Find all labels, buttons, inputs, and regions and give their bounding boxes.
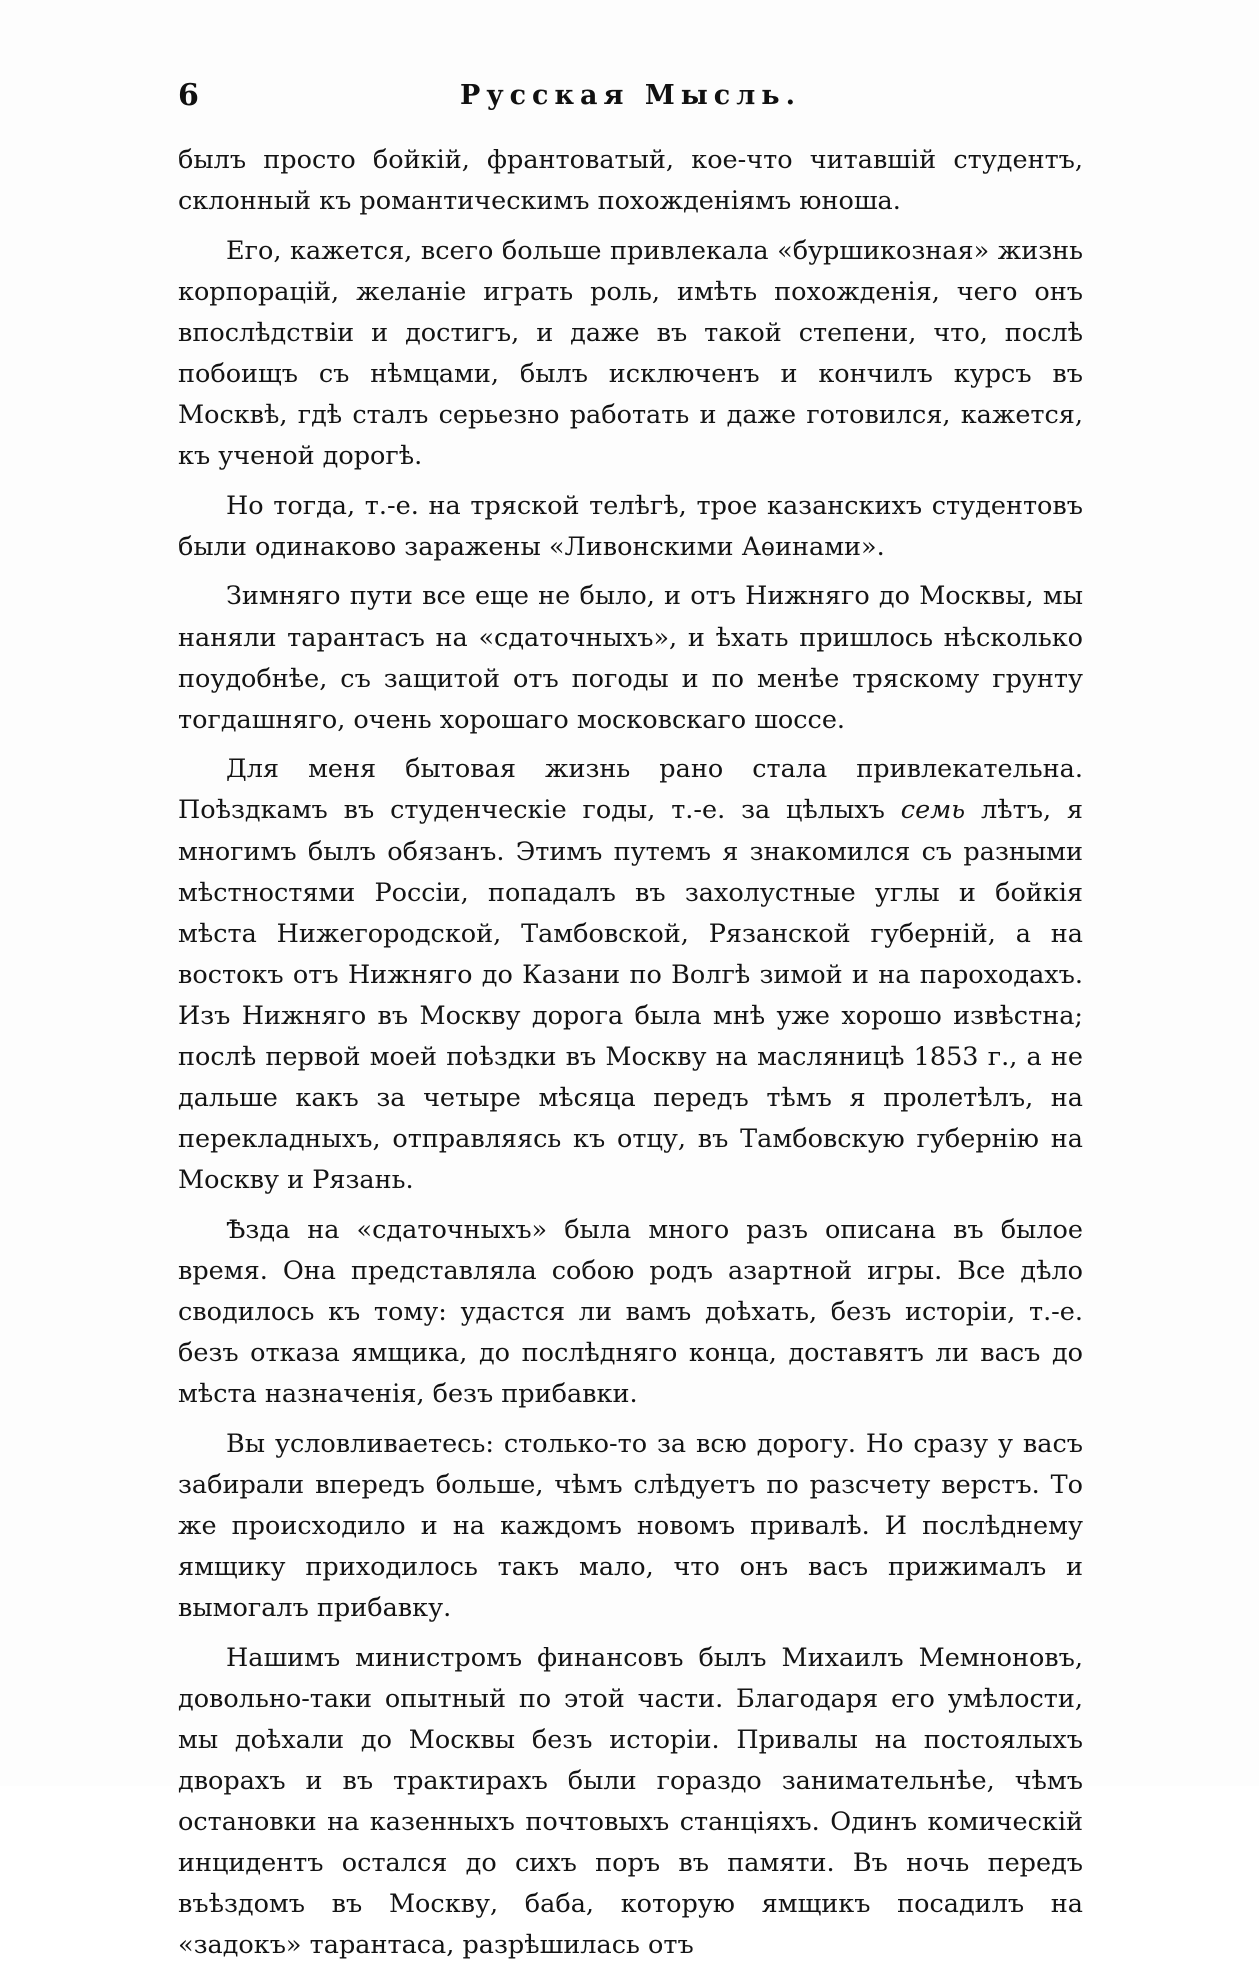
paragraph: Вы условливаетесь: столько-то за всю дорогу. Но сразу у васъ забирали впередъ больше, чѣмъ слѣдуетъ по разсчету верстъ. То же происходило и на каждомъ новомъ привалѣ. И послѣднему ямщику приходилось такъ мало, что онъ васъ прижималъ и вымогалъ прибавку. <box>178 1428 1083 1624</box>
emphasis-text: семь <box>900 795 966 826</box>
paragraph-text: лѣтъ, я многимъ былъ обязанъ. Этимъ путемъ я знакомился съ разными мѣстностями Россіи, попадалъ въ захолустные углы и бойкія мѣста Нижегородской, Тамбовской, Рязанской губерній, а на востокъ отъ Нижняго до Казани по Волгѣ зимой и на пароходахъ. Изъ Нижняго въ Москву дорога была мнѣ уже хорошо извѣстна; послѣ первой моей поѣздки въ Москву на масляницѣ 1853 г., а не дальше какъ за четыре мѣсяца передъ тѣмъ я пролетѣлъ, на перекладныхъ, отправляясь къ отцу, въ Тамбовскую губернію на Москву и Рязань. <box>178 795 1083 1196</box>
paragraph: Его, кажется, всего больше привлекала «буршикозная» жизнь корпорацій, желаніе играть роль, имѣть похожденія, чего онъ впослѣдствіи и достигъ, и даже въ такой степени, что, послѣ побоищъ съ нѣмцами, былъ исключенъ и кончилъ курсъ въ Москвѣ, гдѣ сталъ серьезно работать и даже готовился, кажется, къ ученой дорогѣ. <box>178 235 1083 472</box>
paragraph-with-emphasis <box>178 749 1083 1201</box>
paragraph: Ѣзда на «сдаточныхъ» была много разъ описана въ былое время. Она представляла собою родъ азартной игры. Все дѣло сводилось къ тому: удастся ли вамъ доѣхать, безъ исторіи, т.-е. безъ отказа ямщика, до послѣдняго конца, доставятъ ли васъ до мѣста назначенія, безъ прибавки. <box>178 1214 1083 1410</box>
paragraph: Но тогда, т.-е. на тряской телѣгѣ, трое казанскихъ студентовъ были одинаково заражены «Ливонскими Аѳинами». <box>178 490 1083 562</box>
body-text <box>178 140 1083 1975</box>
paragraph-continued: былъ просто бойкій, франтоватый, кое-что читавшій студентъ, склонный къ романтическимъ похожденіямъ юноша. <box>178 145 1083 217</box>
running-title: Русская Мысль. <box>460 80 801 111</box>
paragraph-text: Для меня бытовая жизнь рано стала привлекательна. Поѣздкамъ въ студенческіе годы, т.-е. за цѣлыхъ <box>178 754 1083 826</box>
page-number: 6 <box>178 78 199 113</box>
page-header <box>178 78 1083 118</box>
paragraph: Зимняго пути все еще не было, и отъ Нижняго до Москвы, мы наняли тарантасъ на «сдаточныхъ», и ѣхать пришлось нѣсколько поудобнѣе, съ защитой отъ погоды и по менѣе тряскому грунту тогдашняго, очень хорошаго московскаго шоссе. <box>178 581 1083 735</box>
paragraph: Нашимъ министромъ финансовъ былъ Михаилъ Мемноновъ, довольно-таки опытный по этой части. Благодаря его умѣлости, мы доѣхали до Москвы безъ исторіи. Привалы на постоялыхъ дворахъ и въ трактирахъ были гораздо занимательнѣе, чѣмъ остановки на казенныхъ почтовыхъ станціяхъ. Одинъ комическій инцидентъ остался до сихъ поръ въ памяти. Въ ночь передъ въѣздомъ въ Москву, баба, которую ямщикъ посадилъ на «задокъ» тарантаса, разрѣшилась отъ <box>178 1642 1083 1961</box>
